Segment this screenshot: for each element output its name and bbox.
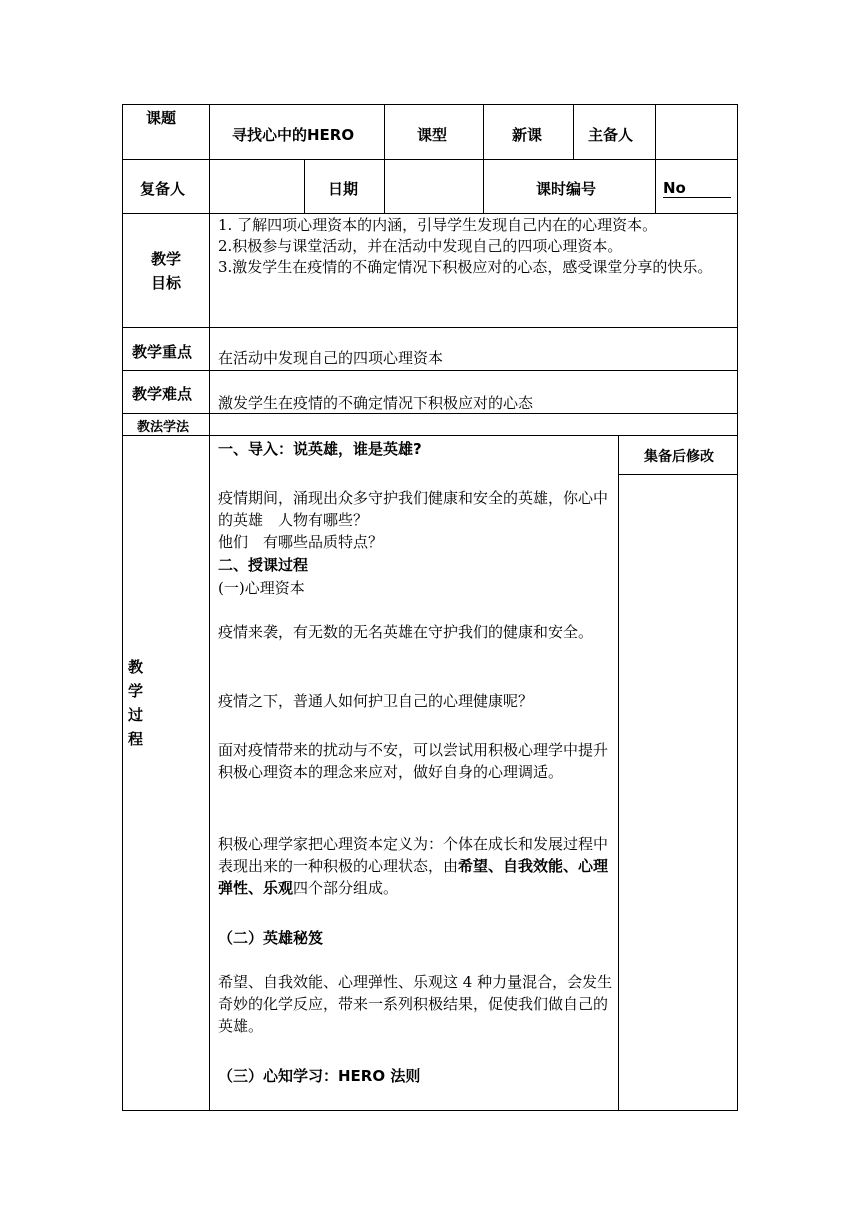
subsection1-title: (一)心理资本 bbox=[218, 579, 305, 597]
methods-label: 教法学法 bbox=[137, 420, 190, 435]
definition-text: 四个部分组成。 bbox=[293, 879, 399, 897]
date-label: 日期 bbox=[328, 180, 359, 198]
difficulty-label: 教学难点 bbox=[132, 385, 193, 403]
objective-item: 3.激发学生在疫情的不确定情况下积极应对的心态，感受课堂分享的快乐。 bbox=[218, 258, 713, 276]
lesson-number-value: No bbox=[663, 180, 731, 198]
objectives-label-line2: 目标 bbox=[150, 274, 181, 292]
process-label-char: 程 bbox=[128, 730, 144, 748]
subsection1-definition bbox=[218, 833, 614, 899]
process-label-char: 教 bbox=[128, 658, 144, 676]
section1-title: 一、导入：说英雄，谁是英雄? bbox=[218, 440, 422, 458]
process-label-char: 过 bbox=[128, 706, 144, 724]
lesson-type-label: 课型 bbox=[417, 126, 448, 144]
main-preparer-label: 主备人 bbox=[588, 126, 634, 144]
section1-paragraph: 疫情期间，涌现出众多守护我们健康和安全的英雄，你心中的英雄 人物有哪些？ bbox=[218, 489, 609, 529]
subsection2-paragraph: 希望、自我效能、心理弹性、乐观这 4 种力量混合，会发生奇妙的化学反应，带来一系列积极结果，促使我们做自己的英雄。 bbox=[218, 973, 613, 1035]
definition-text: 积极心理学家把心理资本定义为：个体在成长和发展过程中表现出来的一种积极的心理状态，由 bbox=[218, 835, 609, 875]
objective-item: 2.积极参与课堂活动，并在活动中发现自己的四项心理资本。 bbox=[218, 237, 623, 255]
objectives-label-line1: 教学 bbox=[150, 250, 181, 268]
lesson-number-label: 课时编号 bbox=[536, 180, 597, 198]
process-label bbox=[128, 655, 148, 751]
subsection1-paragraph: 面对疫情带来的扰动与不安，可以尝试用积极心理学中提升积极心理资本的理念来应对，做好自身的心理调适。 bbox=[218, 741, 609, 781]
subsection1-paragraph: 疫情来袭，有无数的无名英雄在守护我们的健康和安全。 bbox=[218, 623, 594, 641]
topic-value: 寻找心中的HERO bbox=[232, 126, 355, 144]
lesson-type-value: 新课 bbox=[512, 126, 543, 144]
objective-item: 1. 了解四项心理资本的内涵，引导学生发现自己内在的心理资本。 bbox=[218, 216, 658, 234]
objectives-list bbox=[218, 215, 732, 278]
section2-title: 二、授课过程 bbox=[218, 556, 309, 574]
subsection2-title: （二）英雄秘笈 bbox=[218, 929, 324, 947]
key-point-label: 教学重点 bbox=[132, 343, 193, 361]
section1-paragraph: 他们 有哪些品质特点？ bbox=[218, 533, 384, 551]
topic-label: 课题 bbox=[146, 109, 177, 127]
subsection1-paragraph: 疫情之下，普通人如何护卫自己的心理健康呢？ bbox=[218, 692, 534, 710]
subsection3-title: （三）心知学习：HERO 法则 bbox=[218, 1067, 421, 1085]
objectives-label bbox=[122, 247, 210, 295]
difficulty-value: 激发学生在疫情的不确定情况下积极应对的心态 bbox=[218, 394, 534, 412]
process-label-char: 学 bbox=[128, 682, 144, 700]
revision-header: 集备后修改 bbox=[644, 449, 714, 465]
key-point-value: 在活动中发现自己的四项心理资本 bbox=[218, 349, 444, 367]
co-preparer-label: 复备人 bbox=[140, 180, 186, 198]
definition-highlight: 希望、自我效能、心理弹性、乐观 bbox=[218, 857, 609, 897]
